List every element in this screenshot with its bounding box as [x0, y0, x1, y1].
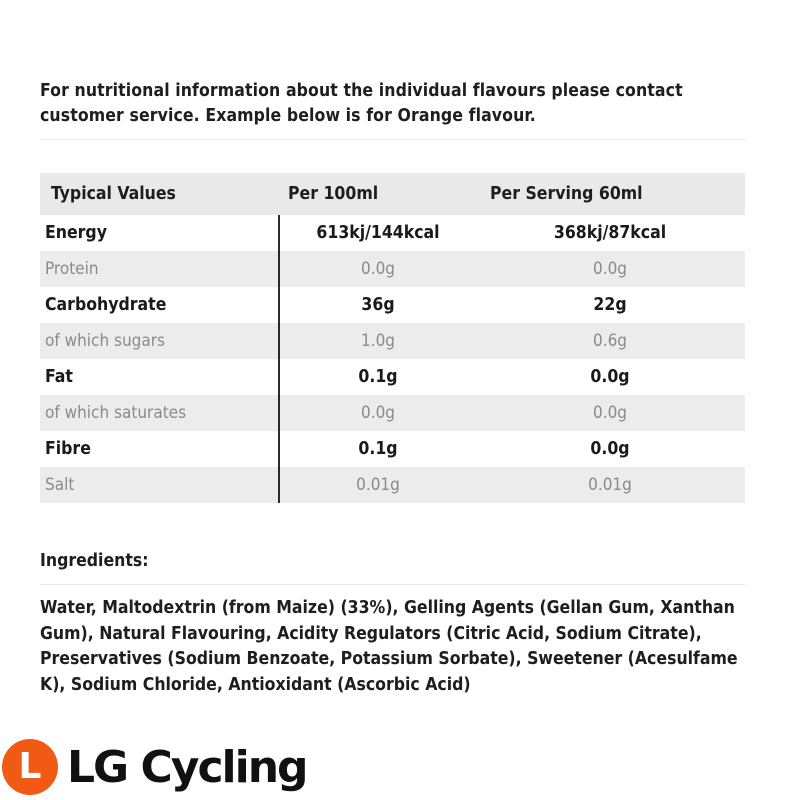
header-per-100ml: Per 100ml [288, 184, 379, 204]
column-divider [278, 215, 280, 503]
row-per-serving: 368kj/87kcal [553, 223, 667, 243]
table-row [40, 467, 745, 503]
row-per-serving: 0.0g [592, 259, 628, 279]
row-per-100ml: 0.1g [358, 367, 398, 387]
divider-line [40, 584, 745, 585]
row-per-100ml: 0.01g [356, 475, 400, 495]
row-label: Salt [45, 475, 75, 495]
brand-logo-letter: L [18, 746, 42, 787]
row-per-serving: 0.01g [588, 475, 632, 495]
intro-text: For nutritional information about the individual flavours please contact customer service. Example below is for Orange flavour. [40, 81, 683, 126]
row-per-100ml: 0.0g [360, 403, 396, 423]
table-row [40, 215, 745, 251]
row-label: Fat [45, 367, 73, 387]
row-label: Energy [45, 223, 107, 243]
header-per-serving: Per Serving 60ml [490, 184, 643, 204]
table-row [40, 359, 745, 395]
row-per-serving: 22g [593, 295, 627, 315]
row-label: of which saturates [45, 403, 187, 423]
brand-logo-icon [2, 739, 58, 795]
row-label: Fibre [45, 439, 91, 459]
ingredients-text: Water, Maltodextrin (from Maize) (33%), Gelling Agents (Gellan Gum, Xanthan Gum), Natural Flavouring, Acidity Regulators (Citric Acid, Sodium Citrate), Preservatives (Sodium Benzoate, Potassium Sorbate), Sweetener (Acesulfame K), Sodium Chloride, Antioxidant (Ascorbic Acid) [40, 598, 738, 695]
brand-logo [2, 735, 307, 799]
table-row [40, 287, 745, 323]
row-per-serving: 0.0g [592, 403, 628, 423]
table-row [40, 323, 745, 359]
nutrition-table [40, 173, 745, 503]
row-per-serving: 0.0g [590, 439, 630, 459]
row-per-100ml: 0.0g [360, 259, 396, 279]
row-per-serving: 0.6g [592, 331, 628, 351]
divider-line [40, 139, 745, 140]
row-per-100ml: 36g [361, 295, 395, 315]
row-label: Protein [45, 259, 99, 279]
row-per-100ml: 0.1g [358, 439, 398, 459]
row-per-serving: 0.0g [590, 367, 630, 387]
table-header-row [40, 173, 745, 215]
row-per-100ml: 1.0g [360, 331, 396, 351]
brand-name: LG Cycling [67, 741, 307, 793]
row-label: Carbohydrate [45, 295, 167, 315]
row-per-100ml: 613kj/144kcal [316, 223, 440, 243]
row-label: of which sugars [45, 331, 166, 351]
header-typical-values: Typical Values [51, 184, 176, 204]
table-row [40, 395, 745, 431]
table-row [40, 431, 745, 467]
ingredients-heading: Ingredients: [40, 551, 149, 571]
table-row [40, 251, 745, 287]
